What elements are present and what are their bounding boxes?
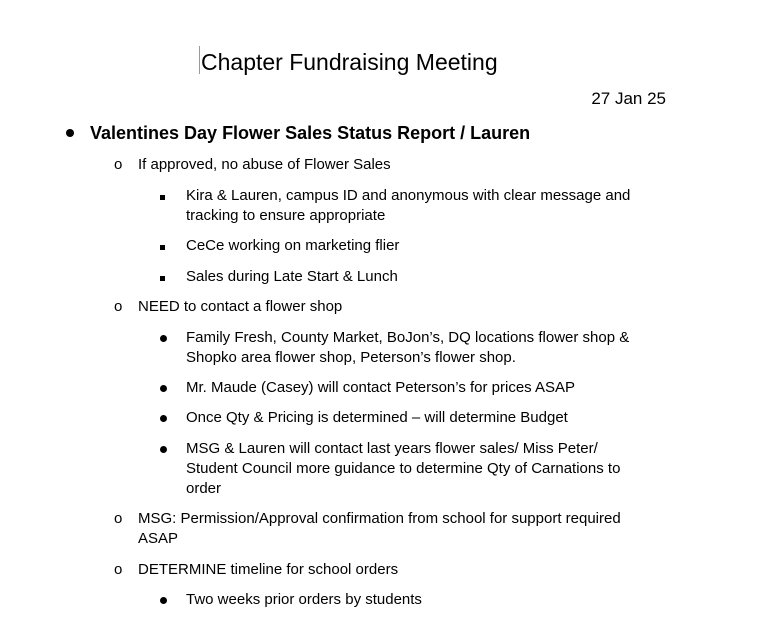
text-line: DETERMINE timeline for school orders <box>138 561 399 578</box>
bullet-marker: o <box>114 298 123 315</box>
text-cursor <box>199 46 200 74</box>
document-title[interactable]: Chapter Fundraising Meeting <box>201 49 498 75</box>
list-item-text <box>186 378 575 398</box>
text-line: tracking to ensure appropriate <box>186 207 386 224</box>
bullet-marker <box>160 378 167 398</box>
text-line: Kira & Lauren, campus ID and anonymous with clear message and <box>186 187 631 204</box>
list-item-text <box>186 590 422 610</box>
text-line: CeCe working on marketing flier <box>186 237 400 254</box>
text-line: Once Qty & Pricing is determined – will determine Budget <box>186 409 568 426</box>
bullet-marker <box>160 267 165 287</box>
list-item-text <box>186 267 398 287</box>
list-item-text <box>138 509 621 549</box>
text-line: MSG & Lauren will contact last years flower sales/ Miss Peter/ <box>186 440 598 457</box>
list-item-text <box>138 297 342 317</box>
text-line: Sales during Late Start & Lunch <box>186 268 398 285</box>
bullet-marker: o <box>114 510 123 527</box>
list-item-text <box>90 122 530 144</box>
text-line: Mr. Maude (Casey) will contact Peterson’s for prices ASAP <box>186 379 576 396</box>
bullet-marker <box>160 408 167 428</box>
text-line: NEED to contact a flower shop <box>138 298 343 315</box>
text-line: Student Council more guidance to determine Qty of Carnations to <box>186 460 621 477</box>
list-item-text <box>186 328 629 368</box>
bullet-marker <box>160 236 165 256</box>
text-line: MSG: Permission/Approval confirmation from school for support required <box>138 510 621 527</box>
list-item-text <box>186 236 399 256</box>
list-item-text <box>186 186 630 226</box>
text-line: ASAP <box>138 530 179 547</box>
list-item-text <box>138 155 391 175</box>
bullet-marker <box>160 186 165 206</box>
text-line: Family Fresh, County Market, BoJon’s, DQ locations flower shop & <box>186 329 630 346</box>
bullet-marker: o <box>114 561 123 578</box>
list-item-text <box>186 439 620 499</box>
text-line: order <box>186 480 222 497</box>
text-line: Shopko area flower shop, Peterson’s flower shop. <box>186 349 516 366</box>
text-line: Valentines Day Flower Sales Status Report / Lauren <box>90 123 531 143</box>
bullet-marker <box>160 439 167 459</box>
text-line: Two weeks prior orders by students <box>186 591 422 608</box>
bullet-marker: o <box>114 156 123 173</box>
text-line: If approved, no abuse of Flower Sales <box>138 156 391 173</box>
list-item-text <box>138 560 398 580</box>
list-item-text <box>186 408 568 428</box>
bullet-marker <box>160 590 167 610</box>
meeting-date: 27 Jan 25 <box>591 89 666 108</box>
bullet-marker <box>66 122 74 144</box>
bullet-marker <box>160 328 167 348</box>
